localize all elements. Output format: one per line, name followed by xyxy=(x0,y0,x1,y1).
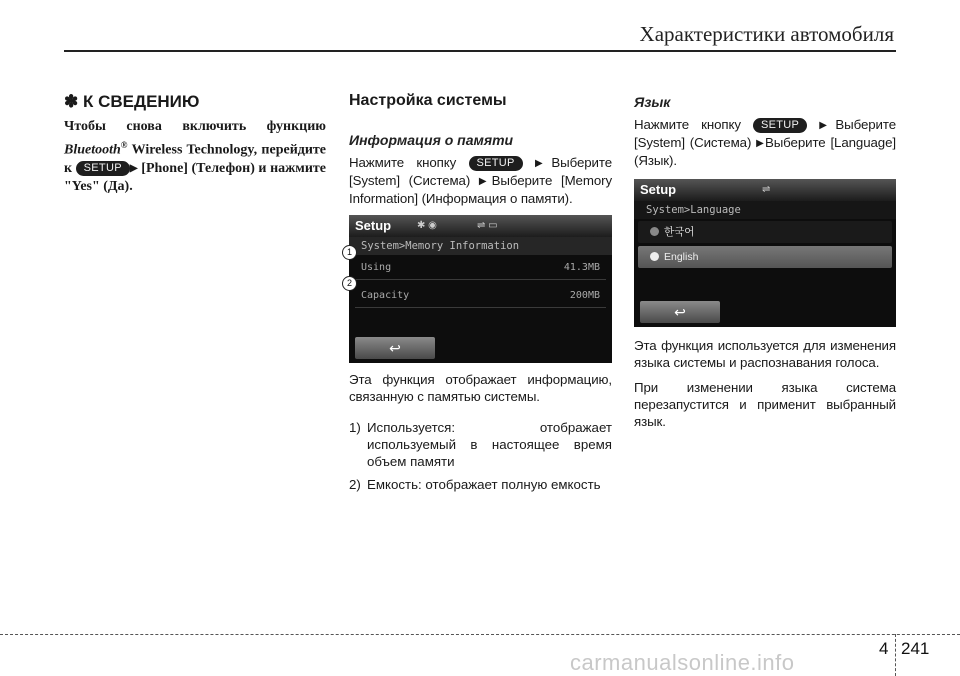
screen-breadcrumb: System>Memory Information xyxy=(349,237,612,255)
language-screen xyxy=(634,179,896,327)
arrow-right-icon: ▶ xyxy=(478,176,492,187)
item-text: Емкость: отображает полную емкость xyxy=(367,477,601,492)
memory-instructions xyxy=(349,154,612,207)
setup-key-badge: SETUP xyxy=(469,156,523,171)
screen-title: Setup xyxy=(634,179,896,201)
language-instr-b: Выберите [System] (Система) xyxy=(634,117,897,150)
usb-icon: ⇌ ▭ xyxy=(477,220,498,231)
memory-instr-a: Нажмите кнопку xyxy=(349,155,469,170)
note-column xyxy=(64,92,326,196)
header-rule xyxy=(64,50,896,52)
note-line1: Чтобы снова включить функцию xyxy=(64,119,326,134)
usb-icon: ⇌ xyxy=(762,184,771,195)
memory-instr-c: Выберите [Memory Information] (Информация о памяти). xyxy=(349,173,612,206)
option-label: English xyxy=(664,251,699,263)
capacity-row xyxy=(355,285,606,308)
arrow-right-icon: ▶ xyxy=(819,120,836,131)
bluetooth-icon: ✱ ◉ xyxy=(417,220,437,231)
note-tail: [Phone] (Телефон) и нажмите "Yes" (Да). xyxy=(64,160,326,194)
item-number: 1) xyxy=(349,420,361,435)
footer-rule xyxy=(0,634,960,635)
arrow-right-icon: ▶ xyxy=(535,158,552,169)
radio-icon xyxy=(650,252,659,261)
back-button[interactable]: ↩ xyxy=(640,301,720,323)
using-row xyxy=(355,257,606,280)
memory-instr-b: Выберите [System] (Система) xyxy=(349,155,613,188)
setup-key-badge: SETUP xyxy=(753,118,807,133)
capacity-value: 200MB xyxy=(569,290,600,301)
page-number: 241 xyxy=(901,639,930,658)
language-column xyxy=(634,92,896,438)
capacity-label: Capacity xyxy=(361,290,410,301)
screen-title: Setup xyxy=(349,215,612,237)
memory-items xyxy=(349,419,612,493)
list-item xyxy=(349,476,612,493)
language-instr-c: Выберите [Language] (Язык). xyxy=(634,135,896,168)
memory-description: Эта функция отображает информацию, связанную с памятью системы. xyxy=(349,372,612,404)
language-description-1: Эта функция используется для изменения языка системы и распознавания голоса. xyxy=(634,338,896,370)
item-text: Используется: отображает используемый в настоящее время объем памяти xyxy=(367,420,612,469)
using-value: 41.3MB xyxy=(563,262,600,273)
language-description-2: При изменении языка система перезапустится и применит выбранный язык. xyxy=(634,380,896,429)
language-subheading: Язык xyxy=(634,94,671,110)
option-label: 한국어 xyxy=(664,226,695,238)
note-bluetooth: Bluetooth xyxy=(64,142,121,158)
callout-2: 2 xyxy=(342,276,357,291)
screen-breadcrumb: System>Language xyxy=(634,201,896,219)
page-header-title: Характеристики автомобиля xyxy=(639,22,894,46)
using-label: Using xyxy=(361,262,392,273)
arrow-right-icon: ▶ xyxy=(129,162,138,174)
footer-separator xyxy=(895,634,896,676)
memory-info-screen xyxy=(349,215,612,363)
arrow-right-icon: ▶ xyxy=(756,138,765,149)
memory-column xyxy=(349,92,612,499)
list-item xyxy=(349,419,612,470)
section-heading: Настройка системы xyxy=(349,92,507,109)
language-option-korean[interactable] xyxy=(638,221,892,243)
watermark: carmanualsonline.info xyxy=(570,650,795,675)
note-bt-tail: Wireless Technology, перейдите к xyxy=(64,142,326,176)
back-button[interactable]: ↩ xyxy=(355,337,435,359)
item-number: 2) xyxy=(349,477,361,492)
memory-subheading: Информация о памяти xyxy=(349,132,514,148)
setup-key-badge: SETUP xyxy=(76,161,130,176)
chapter-number: 4 xyxy=(879,639,889,658)
note-body xyxy=(64,118,326,196)
note-reg-mark: ® xyxy=(120,140,128,150)
note-heading: ✽ К СВЕДЕНИЮ xyxy=(64,92,200,111)
radio-icon xyxy=(650,227,659,236)
language-instructions xyxy=(634,116,896,169)
language-instr-a: Нажмите кнопку xyxy=(634,117,754,132)
language-option-english[interactable] xyxy=(638,246,892,268)
callout-1: 1 xyxy=(342,245,357,260)
